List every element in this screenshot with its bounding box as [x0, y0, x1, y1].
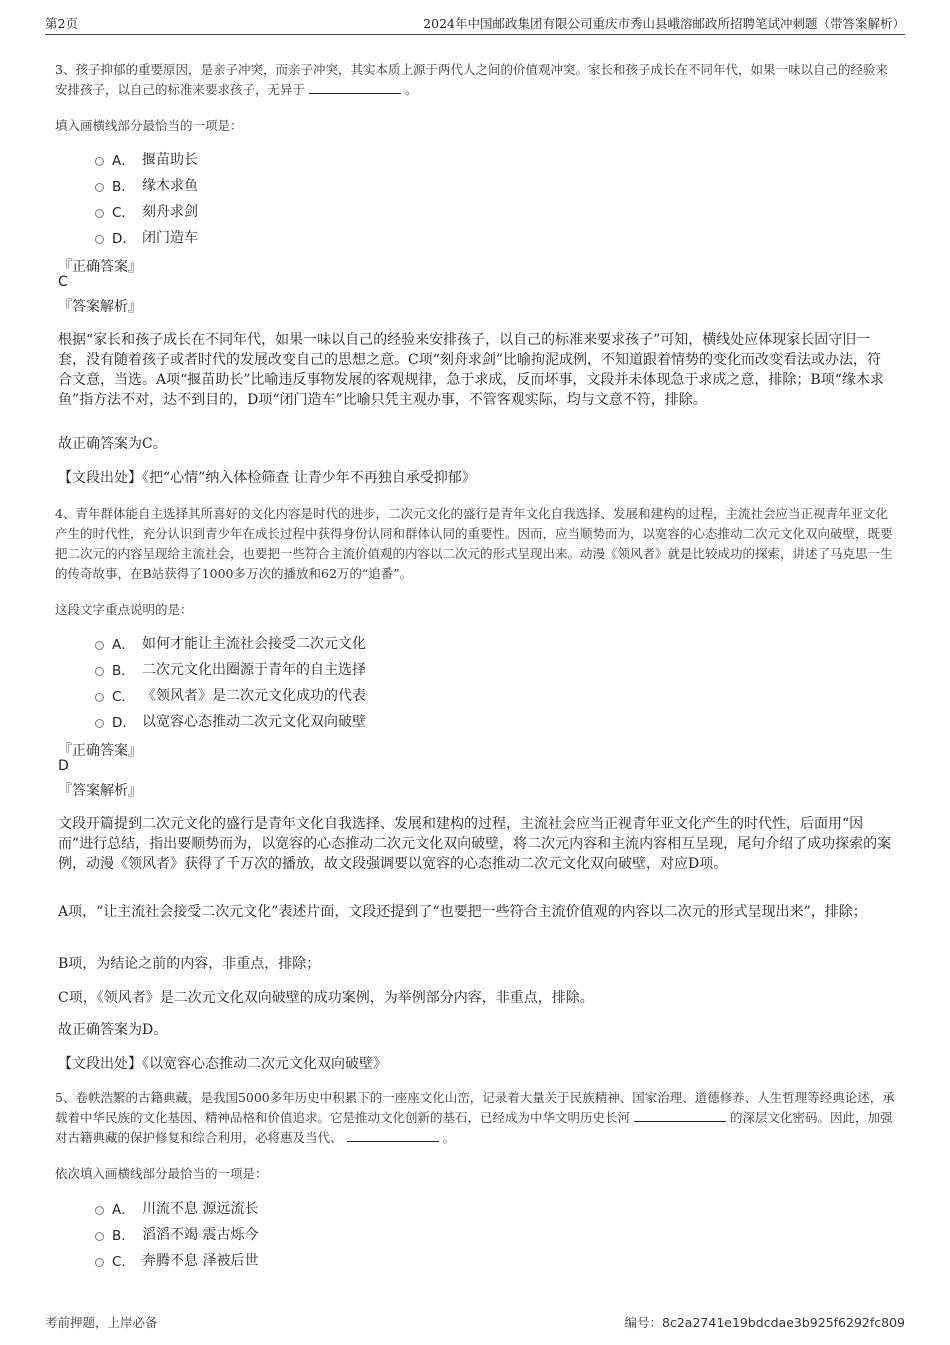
correct-answer-label: 『正确答案』 — [58, 259, 142, 275]
question-5-options — [95, 1195, 258, 1273]
question-4-text: 4、青年群体能自主选择其所喜好的文化内容是时代的进步，二次元文化的盛行是青年文化自我选择、发展和建构的过程，主流社会应当正视青年亚文化产生的时代性，充分认识到青少年在成长过程中获得身份认同和群体认同的重要性。因而，应当顺势而为，以宽容的心态推动二次元文化双向破壁，既要把二次元的内容呈现给主流社会，也要把一些符合主流价值观的内容以二次元的形式呈现出来。动漫《领风者》就是比较成功的探索，讲述了马克思一生的传奇故事，在B站获得了1000多万次的播放和62万的“追番”。 — [55, 506, 893, 581]
question-4-options — [95, 630, 366, 734]
answer-blank — [309, 81, 401, 94]
correct-answer: D — [58, 758, 69, 774]
correct-answer-label: 『正确答案』 — [58, 743, 142, 759]
option-b[interactable]: B． 滔滔不竭 震古烁今 — [95, 1221, 258, 1247]
document-code: 编号：8c2a2741e19bdcdae3b925f6292fc809 — [624, 1315, 905, 1330]
radio-icon[interactable] — [95, 157, 104, 166]
question-3-options — [95, 146, 198, 250]
radio-icon[interactable] — [95, 1258, 104, 1267]
radio-icon[interactable] — [95, 209, 104, 218]
question-5-prompt: 依次填入画横线部分最恰当的一项是： — [55, 1166, 268, 1181]
conclusion: 故正确答案为C。 — [58, 436, 167, 452]
question-4-prompt: 这段文字重点说明的是： — [55, 602, 193, 617]
radio-icon[interactable] — [95, 1206, 104, 1215]
analysis-option-a: A项，“让主流社会接受二次元文化”表述片面，文段还提到了“也要把一些符合主流价值观的内容以二次元的形式呈现出来”，排除； — [58, 904, 867, 920]
question-5-text: 5、卷帙浩繁的古籍典藏，是我国5000多年历史中积累下的一座座文化山峦，记录着大量关于民族精神、国家治理、道德修养、人生哲理等经典论述，承载着中华民族的文化基因、精神品格和价值追求。它是推动文化创新的基石，已经成为中华文明历史长河 的深层文化密码。因此，加强对古籍典藏的保护修复和综合利用，必将惠及当代、 。 — [55, 1090, 895, 1145]
analysis-option-b: B项，为结论之前的内容，非重点，排除； — [58, 956, 321, 972]
document-title: 2024年中国邮政集团有限公司重庆市秀山县峨溶邮政所招聘笔试冲刺题（带答案解析） — [423, 16, 905, 31]
option-d[interactable]: D． 闭门造车 — [95, 224, 198, 250]
option-c[interactable]: C． 《领风者》是二次元文化成功的代表 — [95, 682, 366, 708]
option-b[interactable]: B． 二次元文化出圈源于青年的自主选择 — [95, 656, 366, 682]
option-a[interactable]: A． 揠苗助长 — [95, 146, 198, 172]
option-c[interactable]: C． 刻舟求剑 — [95, 198, 198, 224]
radio-icon[interactable] — [95, 667, 104, 676]
analysis-text: 文段开篇提到二次元文化的盛行是青年文化自我选择、发展和建构的过程，主流社会应当正视青年亚文化产生的时代性，后面用“因而”进行总结，指出要顺势而为，以宽容的心态推动二次元文化双向破壁，将二次元内容和主流内容相互呈现，尾句介绍了成功探索的案例，动漫《领风者》获得了千万次的播放，故文段强调要以宽容的心态推动二次元文化双向破壁，对应D项。 — [58, 816, 892, 872]
radio-icon[interactable] — [95, 719, 104, 728]
radio-icon[interactable] — [95, 235, 104, 244]
radio-icon[interactable] — [95, 183, 104, 192]
analysis-label: 『答案解析』 — [58, 783, 142, 799]
page-header — [45, 14, 905, 35]
conclusion: 故正确答案为D。 — [58, 1022, 168, 1038]
analysis-text: 根据“家长和孩子成长在不同年代，如果一味以自己的经验来安排孩子，以自己的标准来要求孩子”可知，横线处应体现家长固守旧一套，没有随着孩子或者时代的发展改变自己的思想之意。C项“刻舟求剑”比喻拘泥成例，不知道跟着情势的变化而改变看法或办法，符合文意，当选。A项“揠苗助长”比喻违反事物发展的客观规律，急于求成，反而坏事，文段并未体现急于求成之意，排除；B项“缘木求鱼”指方法不对，达不到目的，D项“闭门造车”比喻只凭主观办事，不管客观实际，均与文意不符，排除。 — [58, 332, 884, 408]
answer-blank — [347, 1129, 439, 1142]
option-c[interactable]: C． 奔腾不息 泽被后世 — [95, 1247, 258, 1273]
radio-icon[interactable] — [95, 641, 104, 650]
correct-answer: C — [58, 274, 68, 290]
analysis-label: 『答案解析』 — [58, 299, 142, 315]
option-b[interactable]: B． 缘木求鱼 — [95, 172, 198, 198]
option-d[interactable]: D． 以宽容心态推动二次元文化双向破壁 — [95, 708, 366, 734]
page-number: 第2页 — [45, 16, 78, 31]
question-3-prompt: 填入画横线部分最恰当的一项是： — [55, 118, 243, 133]
radio-icon[interactable] — [95, 1232, 104, 1241]
source: 【文段出处】《以宽容心态推动二次元文化双向破壁》 — [58, 1056, 387, 1072]
answer-blank — [634, 1109, 726, 1122]
footer-slogan: 考前押题，上岸必备 — [45, 1315, 158, 1330]
radio-icon[interactable] — [95, 693, 104, 702]
question-3-text: 3、孩子抑郁的重要原因，是亲子冲突，而亲子冲突，其实本质上源于两代人之间的价值观冲突。家长和孩子成长在不同年代，如果一味以自己的经验来安排孩子，以自己的标准来要求孩子，无异于 。 — [55, 62, 888, 97]
option-a[interactable]: A． 川流不息 源远流长 — [95, 1195, 258, 1221]
source: 【文段出处】《把“心情”纳入体检筛查 让青少年不再独自承受抑郁》 — [58, 470, 476, 486]
option-a[interactable]: A． 如何才能让主流社会接受二次元文化 — [95, 630, 366, 656]
analysis-option-c: C项，《领风者》是二次元文化双向破壁的成功案例，为举例部分内容，非重点，排除。 — [58, 990, 594, 1006]
